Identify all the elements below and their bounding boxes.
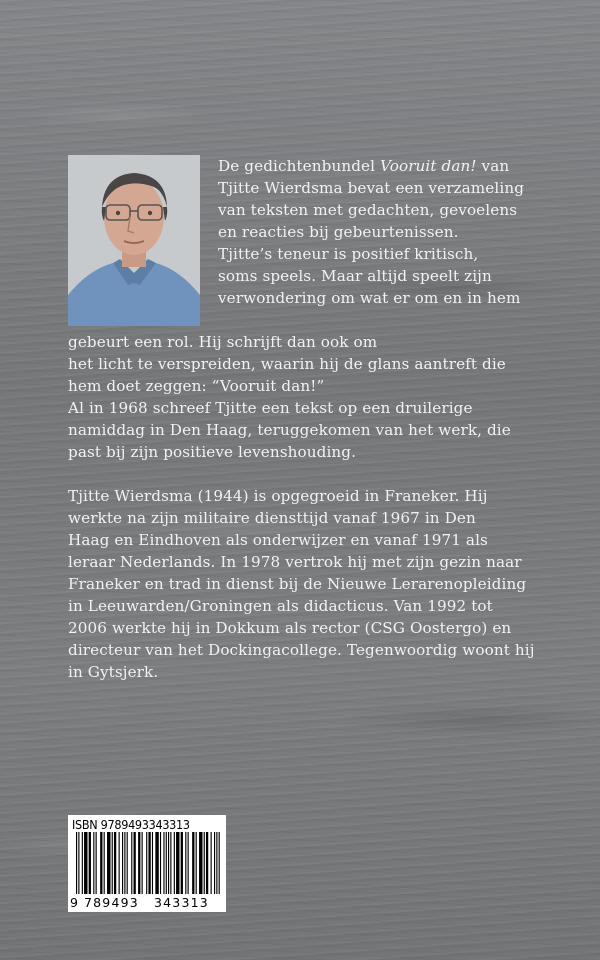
barcode-bar [166, 832, 167, 894]
intro-text [218, 155, 553, 309]
paragraph-line: directeur van het Dockingacollege. Tegenwoordig woont hij [68, 641, 535, 659]
barcode-bar [211, 832, 212, 894]
barcode-bar [219, 832, 220, 894]
paragraph-line: Tjitte Wierdsma (1944) is opgegroeid in Franeker. Hij [68, 487, 488, 505]
barcode-bar [104, 832, 105, 894]
barcode-bar [76, 832, 77, 894]
barcode-bar [134, 832, 136, 894]
barcode-bar [142, 832, 143, 894]
paragraph-line: Franeker en trad in dienst bij de Nieuwe Lerarenopleiding [68, 575, 527, 593]
intro-line: van teksten met gedachten, gevoelens [218, 201, 518, 219]
intro-line: verwondering om wat er om en in hem [218, 289, 521, 307]
paragraph-line: 2006 werkte hij in Dokkum als rector (CSG Oostergo) en [68, 619, 512, 637]
paragraph-line: gebeurt een rol. Hij schrijft dan ook om [68, 333, 378, 351]
intro-line: Tjitte’s teneur is positief kritisch, [218, 245, 479, 263]
barcode-digit-first: 9 [70, 895, 78, 910]
barcode-bar [163, 832, 164, 894]
barcode-bar [114, 832, 116, 894]
barcode-bar [138, 832, 140, 894]
paragraph-line: namiddag in Den Haag, teruggekomen van het werk, die [68, 421, 511, 439]
intro-line-1 [218, 155, 553, 177]
barcode-bar [93, 832, 94, 894]
paragraph-line: in Leeuwarden/Groningen als didacticus. Van 1992 tot [68, 597, 493, 615]
barcode-bar [96, 832, 97, 894]
intro-line: Tjitte Wierdsma bevat een verzameling [218, 179, 525, 197]
paragraph-line: Haag en Eindhoven als onderwijzer en vanaf 1971 als [68, 531, 488, 549]
isbn-label: ISBN 9789493343313 [72, 817, 190, 832]
barcode-digits-right: 343313 [154, 895, 209, 910]
barcode-bar [155, 832, 158, 894]
barcode-bar [107, 832, 110, 894]
barcode-bar [196, 832, 197, 894]
paragraph-line: werkte na zijn militaire diensttijd vanaf 1967 in Den [68, 509, 476, 527]
paragraph-biography [68, 485, 538, 683]
barcode-bar [78, 832, 79, 894]
barcode-bar [131, 832, 132, 894]
barcode-bar [82, 832, 83, 894]
barcode-bar [216, 832, 217, 894]
barcode-bar [168, 832, 169, 894]
paragraph-line: leraar Nederlands. In 1978 vertrok hij met zijn gezin naar [68, 553, 522, 571]
paragraph-line: het licht te verspreiden, waarin hij de glans aantreft die [68, 355, 506, 373]
barcode-bar [170, 832, 171, 894]
barcode-bar [119, 832, 120, 894]
barcode-bar [89, 832, 91, 894]
barcode-bar [112, 832, 113, 894]
intro-line: soms speels. Maar altijd speelt zijn [218, 267, 492, 285]
author-portrait-icon [68, 155, 200, 326]
intro-line: en reacties bij gebeurtenissen. [218, 223, 459, 241]
barcode-bars-icon [76, 832, 220, 894]
barcode-bar [204, 832, 205, 894]
barcode-bar [206, 832, 208, 894]
barcode-bar [152, 832, 153, 894]
barcode-bar [188, 832, 189, 894]
barcode-bar [174, 832, 175, 894]
barcode-bar [122, 832, 123, 894]
paragraph-line: past bij zijn positieve levenshouding. [68, 443, 357, 461]
paragraph-intro-continued [68, 331, 538, 397]
barcode-bar [84, 832, 87, 894]
paragraph-1968 [68, 397, 538, 463]
barcode-bar [160, 832, 161, 894]
barcode-bar [148, 832, 150, 894]
barcode-digits-left: 789493 [84, 895, 139, 910]
barcode-bar [146, 832, 147, 894]
paragraph-line: hem doet zeggen: “Vooruit dan!” [68, 377, 325, 395]
barcode-bar [181, 832, 183, 894]
barcode-bar [127, 832, 128, 894]
barcode-bar [176, 832, 179, 894]
barcode-bar [185, 832, 186, 894]
intro-line-1-post: van [476, 157, 510, 175]
paragraph-line: in Gytsjerk. [68, 663, 159, 681]
barcode-bar [214, 832, 215, 894]
book-title-inline: Vooruit dan! [380, 157, 477, 175]
barcode-bar [124, 832, 125, 894]
author-photo [68, 155, 200, 326]
barcode-bar [192, 832, 194, 894]
barcode-bar [100, 832, 102, 894]
paragraph-line: Al in 1968 schreef Tjitte een tekst op een druilerige [68, 399, 473, 417]
isbn-barcode [68, 815, 226, 912]
intro-line-1-pre: De gedichtenbundel [218, 157, 381, 175]
barcode-bar [199, 832, 202, 894]
